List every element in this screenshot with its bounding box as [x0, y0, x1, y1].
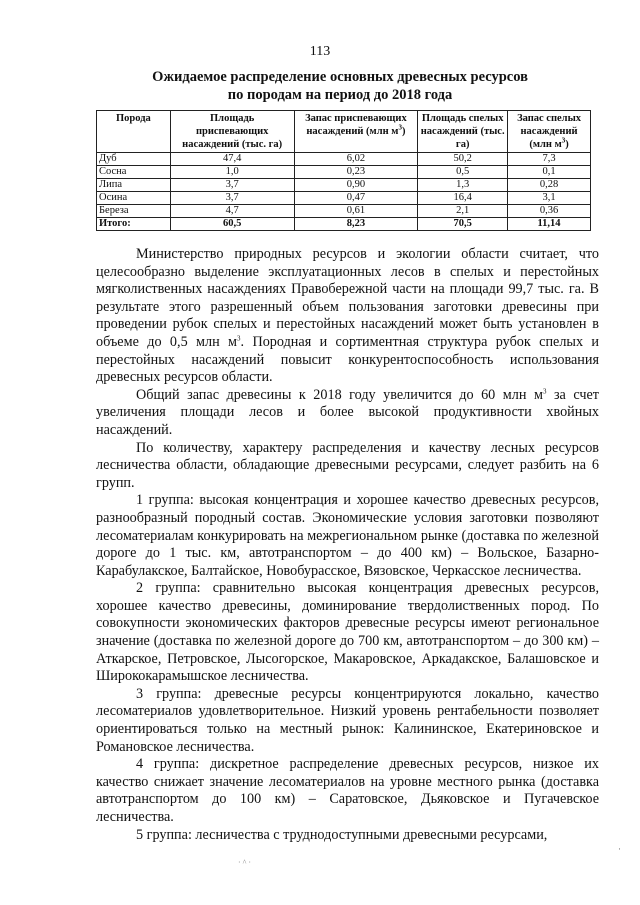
table-header-row — [97, 111, 591, 153]
page-number: 113 — [309, 44, 331, 59]
cell-breed: Дуб — [97, 153, 171, 166]
cell-maturing-area: 3,7 — [170, 192, 294, 205]
table-title — [90, 68, 590, 104]
paragraph: 2 группа: сравнительно высокая концентрация древесных ресурсов, хорошее качество древесины, доминирование твердолиственных пород. По совокупности экономических факторов древесные ресурсы имеют региональное значение (доставка по железной дороге до 700 км, автотранспортом – до 300 км) – Аткарское, Петровское, Лысогорское, Макаровское, Аркадакское, Балашовское и Ширококарамышское лесничества. — [96, 580, 599, 685]
cell-maturing-stock: 6,02 — [294, 153, 418, 166]
table-row — [97, 166, 591, 179]
cell-mature-stock: 7,3 — [508, 153, 591, 166]
cell-maturing-stock: 0,47 — [294, 192, 418, 205]
cell-total-maturing-area: 60,5 — [170, 218, 294, 231]
cell-breed: Осина — [97, 192, 171, 205]
cell-maturing-area: 1,0 — [170, 166, 294, 179]
cell-maturing-area: 3,7 — [170, 179, 294, 192]
cell-mature-stock: 0,1 — [508, 166, 591, 179]
cell-mature-area: 0,5 — [418, 166, 508, 179]
paragraph: По количеству, характеру распределения и качеству лесных ресурсов лесничества области, обладающие древесными ресурсами, следует разбить на 6 групп. — [96, 439, 599, 491]
paragraph: Общий запас древесины к 2018 году увеличится до 60 млн $м^3$ за счет увеличения площади лесов и более высокой продуктивности хвойных насаждений. — [96, 386, 600, 438]
cell-total-mature-stock: 11,14 — [508, 218, 591, 231]
cell-maturing-area: 4,7 — [170, 205, 294, 218]
header-breed: Порода — [97, 111, 171, 153]
paragraph: 3 группа: древесные ресурсы концентрируются локально, качество лесоматериалов удовлетворительное. Низкий уровень рентабельности позволяет ориентироваться только на местный рынок: Калининское, Екатериновское и Романовское лесничества. — [96, 685, 599, 755]
table-title-line-2: по породам на период до 2018 года — [227, 87, 453, 103]
header-maturing-area: Площадь приспевающих насаждений (тыс. га) — [170, 111, 294, 153]
cell-total-label: Итого: — [97, 218, 171, 231]
table-row — [97, 179, 591, 192]
header-maturing-stock: Запас приспевающих насаждений (млн $м^3$) — [294, 111, 418, 153]
cell-mature-area: 1,3 — [418, 179, 508, 192]
header-mature-area: Площадь спелых насаждений (тыс. га) — [418, 111, 508, 153]
cell-mature-stock: 0,36 — [508, 205, 591, 218]
paragraph: 5 группа: лесничества с труднодоступными древесными ресурсами, — [136, 826, 548, 843]
cell-mature-area: 50,2 — [418, 153, 508, 166]
table-title-line-1: Ожидаемое распределение основных древесных ресурсов — [152, 69, 528, 85]
cell-maturing-area: 47,4 — [170, 153, 294, 166]
paragraph: 1 группа: высокая концентрация и хорошее качество древесных ресурсов, разнообразный породный состав. Экономические условия заготовки позволяют лесоматериалам конкурировать на межрегиональном рынке (доставка по железной дороге до 1 тыс. км, автотранспортом – до 400 км) – Вольское, Базарно-Карабулакское, Балтайское, Новобурасское, Вязовское, Черкасское лесничества. — [96, 492, 599, 579]
table-row — [97, 153, 591, 166]
cell-maturing-stock: 0,61 — [294, 205, 418, 218]
wood-resources-table — [96, 110, 591, 231]
table-total-row — [97, 218, 591, 231]
cell-mature-stock: 0,28 — [508, 179, 591, 192]
table-row — [97, 192, 591, 205]
cell-mature-area: 16,4 — [418, 192, 508, 205]
cell-total-mature-area: 70,5 — [418, 218, 508, 231]
paragraph: Министерство природных ресурсов и экологии области считает, что целесообразно выделение эксплуатационных лесов в спелых и перестойных мягколиственных насаждениях Правобережной части на площади 99,7 тыс. га. В результате этого разрешенный объем пользования заготовки древесины при проведении рубок спелых и перестойных насаждений может быть установлен в объеме до 0,5 млн $м^3$. Породная и сортиментная структура рубок спелых и перестойных насаждений повысит конкурентоспособность использования древесных ресурсов области. — [96, 246, 600, 386]
cell-breed: Береза — [97, 205, 171, 218]
cell-mature-area: 2,1 — [418, 205, 508, 218]
paragraph: 4 группа: дискретное распределение древесных ресурсов, низкое их качество снижает значение лесоматериалов на уровне местного рынка (доставка автотранспортом до 100 км) – Саратовское, Дьяковское и Пугачевское лесничества. — [96, 756, 599, 825]
scan-corner-mark: · — [618, 844, 621, 854]
cell-breed: Липа — [97, 179, 171, 192]
cell-total-maturing-stock: 8,23 — [294, 218, 418, 231]
cell-breed: Сосна — [97, 166, 171, 179]
cell-maturing-stock: 0,23 — [294, 166, 418, 179]
scan-artifact-mark: · ^ · — [238, 858, 252, 867]
table-row — [97, 205, 591, 218]
header-mature-stock: Запас спелых насаждений (млн $м^3$) — [508, 111, 591, 153]
cell-mature-stock: 3,1 — [508, 192, 591, 205]
body-text — [96, 246, 599, 844]
cell-maturing-stock: 0,90 — [294, 179, 418, 192]
